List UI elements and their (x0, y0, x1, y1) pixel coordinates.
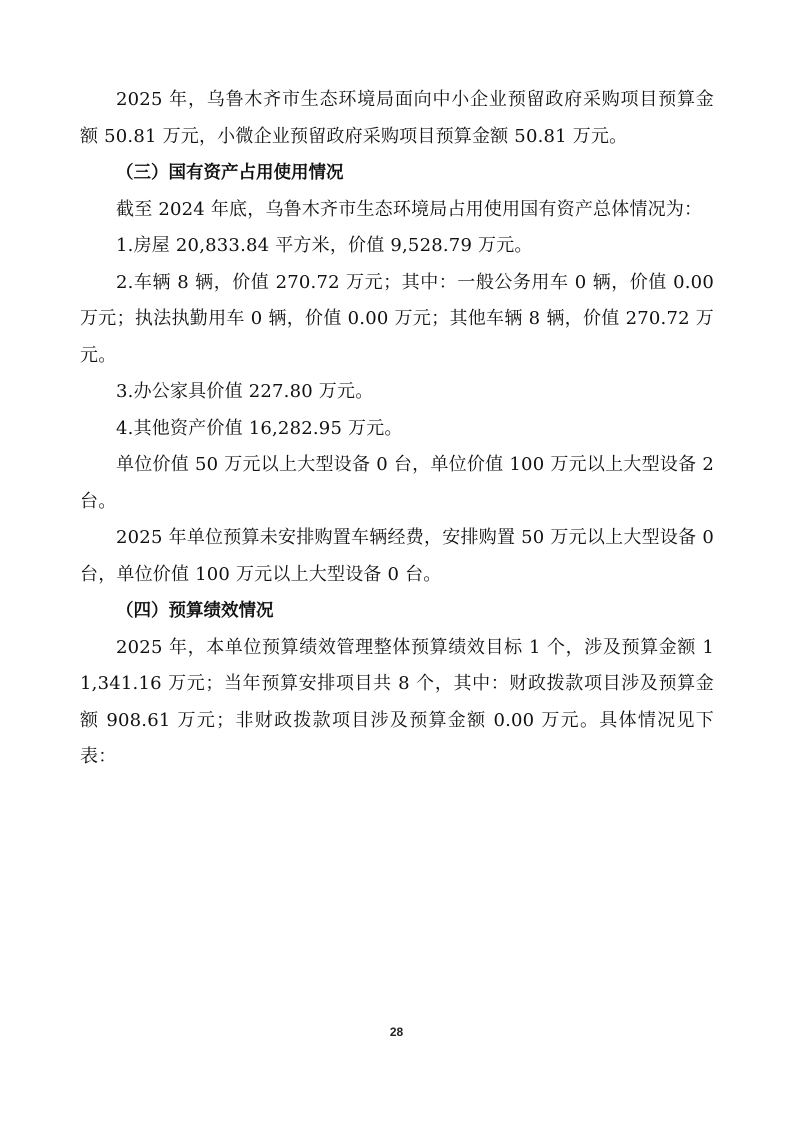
paragraph-vehicles: 2.车辆 8 辆，价值 270.72 万元；其中：一般公务用车 0 辆，价值 0.00 万元；执法执勤用车 0 辆，价值 0.00 万元；其他车辆 8 辆，价值 270.72 万元。 (80, 271, 714, 366)
section-heading-state-assets: （三）国有资产占用使用情况 (116, 163, 344, 183)
document-body (80, 82, 714, 776)
page-number: 28 (389, 1025, 404, 1039)
paragraph-large-equipment: 单位价值 50 万元以上大型设备 0 台，单位价值 100 万元以上大型设备 2 台。 (80, 454, 714, 512)
paragraph-procurement: 2025 年，乌鲁木齐市生态环境局面向中小企业预留政府采购项目预算金额 50.81 万元，小微企业预留政府采购项目预算金额 50.81 万元。 (80, 89, 714, 147)
paragraph-furniture: 3.办公家具价值 227.80 万元。 (116, 381, 374, 402)
section-heading-performance: （四）预算绩效情况 (116, 601, 274, 621)
paragraph-other-assets: 4.其他资产价值 16,282.95 万元。 (116, 417, 403, 439)
paragraph-assets-intro: 截至 2024 年底，乌鲁木齐市生态环境局占用使用国有资产总体情况为： (116, 198, 703, 220)
paragraph-performance: 2025 年，本单位预算绩效管理整体预算绩效目标 1 个，涉及预算金额 11,341.16 万元；当年预算安排项目共 8 个，其中：财政拨款项目涉及预算金额 908.61 万元；非财政拨款项目涉及预算金额 0.00 万元。具体情况见下表： (80, 636, 714, 767)
paragraph-purchase-plan: 2025 年单位预算未安排购置车辆经费，安排购置 50 万元以上大型设备 0 台，单位价值 100 万元以上大型设备 0 台。 (80, 527, 714, 585)
paragraph-housing: 1.房屋 20,833.84 平方米，价值 9,528.79 万元。 (116, 235, 533, 256)
